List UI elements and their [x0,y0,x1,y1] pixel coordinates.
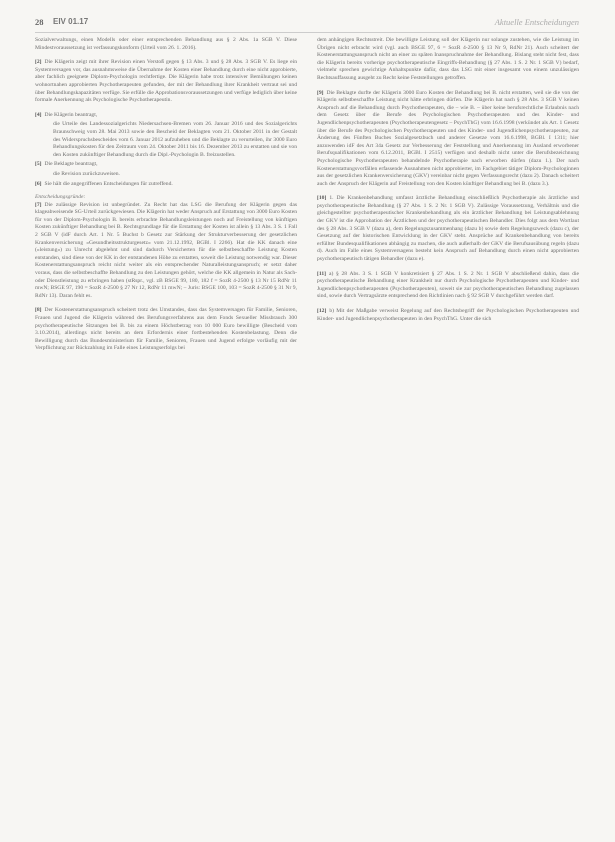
paragraph-marker: [9] [317,89,324,96]
section-heading: Entscheidungsgründe: [35,194,86,201]
paragraph: [6] Sie hält die angegriffenen Entscheidungen für zutreffend. [35,180,173,187]
paragraph-marker: [8] [35,307,42,314]
paragraph: [5] Die Beklagte beantragt, [35,161,98,168]
paragraph: die Revision zurückzuweisen. [53,170,120,177]
left-column [35,37,297,360]
paragraph: die Urteile des Landessozialgerichts Niedersachsen-Bremen vom 26. Januar 2016 und des Sozialgerichts Braunschweig vom 28. Mai 2013 sowie den Bescheid der Beklagten vom 21. Oktober 2011 in der Gestalt des Widerspruchsbescheides vom 6. Januar 2012 aufzuheben und die Beklagte zu verurteilen, ihr 3000 Euro Behandlungskosten für den Zeitraum vom 24. Oktober 2011 bis 16. Dezember 2013 zu erstatten und sie von den Kosten zukünftiger Behandlung durch die Dipl.-Psychologin B. freizustellen. [53,121,297,158]
paragraph-marker: [6] [35,180,42,187]
paragraph-marker: [5] [35,161,42,168]
paragraph: [8] Der Kostenerstattungsanspruch scheitert trotz des Umstandes, dass das Systemversagen für Familie, Senioren, Frauen und Jugend die Klägerin während des Berufungsverfahrens aus dem Fonds Sexueller Missbrauch 300 psychotherapeutische Sitzungen bei B. bis zu einem Höchstbetrag von 10 000 Euro bewilligte (Bescheid vom 3.10.2014), allerdings nicht bereits an dem Erfordernis einer fortbestehenden Kostenbelastung. Denn die Bewilligung durch das Bundesministerium für Familie, Senioren, Frauen und Jugend erfolgte vorläufig mit der Verpflichtung zur Rückzahlung im Falle eines Leistungserfolgs bei [35,307,297,352]
paragraph: dem anhängigen Rechtsstreit. Die bewilligte Leistung soll der Klägerin nur solange zustehen, wie die Leistung im Übrigen nicht erbracht wird (vgl. auch BSGE 97, 6 = SozR 4-2500 § 13 Nr 9, RdNr 21). Auch scheitert der Kostenerstattungsanspruch nicht an einer zu späten Inanspruchnahme der Behandlung. Bislang steht nicht fest, dass die Klägerin bereits vorherige psychotherapeutische Eingriffs-Behandlung (§ 27 Abs. 1 S. 2 Nr. 1 SGB V) bedarf, vielmehr sprechen gewichtige Anhaltspunkte dafür, dass das LSG mit einer insgesamt von einem unzulässigen Rechtsauffassung ausgeht zu Recht keine Feststellungen getroffen. [317,37,579,81]
paragraph: [7] Die zulässige Revision ist unbegründet. Zu Recht hat das LSG die Berufung der Klägerin gegen das klageabweisende SG-Urteil zurückgewiesen. Die Klägerin hat weder Anspruch auf Erstattung von 3000 Euro Kosten für von der Diplom-Psychologin B. bereits erbrachte Behandlungsleistungen noch auf Freistellung von künftigen Kosten zukünftiger Behandlung bei B. Rechtsgrundlage für die Erstattung der Kosten ist allein § 13 Abs. 3 S. 1 Fall 2 SGB V (idF durch Art. 1 Nr. 5 Buchst b Gesetz zur Stärkung der Strukturverbesserung der gesetzlichen Krankenversicherung »Gesundheitsstrukturgesetz« vom 21.12.1992, BGBl. I 2266). Hat die KK danach eine (»leistung«) zu Unrecht abgelehnt und sind dadurch Versicherten für die selbstbeschaffte Leistung Kosten entstanden, sind diese von der KK in der entstandenen Höhe zu erstatten, soweit die Leistung notwendig war. Dieser Kostenerstattungsanspruch reicht nicht weiter als ein entsprechender Naturalleistungsanspruch; er setzt daher voraus, dass die selbstbeschaffte Behandlung zu den Leistungen gehört, welche die KK allgemein in Natur als Sach- oder Dienstleistung zu erbringen haben (stRspr., vgl. zB BSGE 99, 180, 182 f = SozR 4-2500 § 13 Nr 15 RdNr 11 mwN; BSGE 97, 190 = SozR 4-2500 § 27 Nr 12, RdNr 11 mwN; – Juris: BSGE 100, 103 = SozR 4-2500 § 31 Nr 9, RdNr 13). Daran fehlt es. [35,201,297,299]
section-title: Aktuelle Entscheidungen [494,17,579,27]
paragraph-marker: [2] [35,59,42,66]
journal-title: EIV 01.17 [53,17,89,26]
paragraph-marker: [12] [317,308,327,314]
paragraph: [10] 1. Die Krankenbehandlung umfasst ärztliche Behandlung einschließlich Psychotherapie als ärztliche und psychotherapeutische Behandlung (§ 27 Abs. 1 S. 2 Nr. 1 SGB V). Zulässige Voraussetzung, Verhältnis und die gleichgestellter psychotherapeutischer Krankenbehandlung als ein ärztlicher Behandlung bei Leistungsablehnung der GKV ist die Approbation der Ärztlichen und der psychotherapeutischen Behandler. Dies folgt aus dem Wortlaut des § 28 Abs. 3 SGB V (dazu a), dem Regelungszusammenhang (dazu b) sowie dem Regelungszweck (dazu c), der Gesetzung auf der historischen Entwicklung in der GKV steht. Ansprüche auf Krankenbehandlung von bereits erfüllter Bundesqualifikationen abhängig zu machen, die auch außerhalb der GKV die Berufsausübung regeln (dazu d). Auch im Falle eines Systemversagens besteht kein Anspruch auf Behandlung durch einen nicht approbierten psychotherapeutisch tätigen Behandler (dazu e). [317,195,579,263]
paragraph-marker: [11] [317,270,327,277]
paragraph: Sozialverwaltungs, einen Modells oder einer entsprechenden Behandlung aus § 2 Abs. 1a SGB V. Diese Mindestvoraussetzung ist verfassungskonform (Urteil vom 26. 1. 2016). [35,37,297,51]
page-number: 28 [35,17,44,27]
right-column [317,37,579,330]
page-header [35,15,579,29]
paragraph: [11] a) § 28 Abs. 3 S. 1 SGB V konkretisiert § 27 Abs. 1 S. 2 Nr. 1 SGB V abschließend dahin, dass die psychotherapeutische Behandlung einer Krankheit nur durch Psychologische Psychotherapeuten und Kinder- und Jugendlichenpsychotherapeuten (Psychotherapeuten), soweit sie zur psychotherapeutischen Behandlung zugelassen sind, sowie durch Vertragsärzte entsprechend den Richtlinien nach § 92 SGB V durchgeführt werden darf. [317,270,579,300]
paragraph-marker: [10] [317,195,327,202]
header-rule [35,32,579,33]
paragraph: [9] Die Beklagte durfte der Klägerin 3000 Euro Kosten der Behandlung bei B. nicht erstatten, weil sie die von der Klägerin selbstbeschaffte Leistung nicht hätte erbringen dürfen. Die Klägerin hat nach § 28 Abs. 3 SGB V keinen Anspruch auf die Behandlung durch Psychotherapeuten, die – wie B. – über keine berufsrechtliche Erlaubnis nach dem Gesetz über die Berufe des Psychologischen Psychotherapeuten und des Kinder- und Jugendlichenpsychotherapeuten (Psychotherapeutengesetz – PsychThG) vom 16.6.1998 (verkündet als Art. 1 Gesetz über die Berufe des Psychologischen Psychotherapeuten und des Kinder- und Jugendlichenpsychotherapeuten, zur Änderung des Fünften Buches Sozialgesetzbuch und anderer Gesetze vom 16.6.1998, BGBl. I 1311; hier anzuwenden idF des Art 34a Gesetz zur Verbesserung der Feststellung und Anerkennung im Ausland erworbener Berufsqualifikationen vom 6.12.2011, BGBl. I 2515) verfügen und deshalb nicht unter die Berufsbezeichnung Psychologische Psychotherapeuten behandelnde Psychotherapie nach erworben dürfen (dazu 1.). Der nach Kostenerstattungsvorfällen erfassende Ausnahmen nicht approbierter, im Fachgebiet tätiger Diplom-Psychologinnen aus der gesetzlichen Krankenversicherung (GKV) vereinbar nicht gegen Verfassungsrecht (dazu 2). Danach scheitert auch der Anspruch der Klägerin auf Freistellung von den Kosten künftiger Behandlung bei B. (dazu 3.). [317,89,579,187]
paragraph-marker: [7] [35,201,42,208]
paragraph: [12] b) Mit der Maßgabe verweist Regelung auf den Rechtsbegriff der Psychologischen Psychotherapeuten und Kinder- und Jugendlichenpsychotherapeuten in den PsychThG. Unter die sich [317,308,579,322]
motion-list [35,112,297,188]
paragraph: [2] Die Klägerin zeigt mit ihrer Revision einen Verstoß gegen § 13 Abs. 3 und § 28 Abs. 3 SGB V. Es liege ein Systemversagen vor, das ausnahmsweise die Übernahme der Kosten einer Behandlung durch eine nicht approbierte, aber fachlich geeignete Diplom-Psychologin rechtfertige. Die Klägerin habe trotz intensiver Bemühungen keinen wohnortnahen approbierten Psychotherapeuten gefunden, der mit der Behandlung ihrer Krankheit vertraut sei und über Behandlungskapazitäten verfüge. Sie erfülle die Approbationsvoraussetzungen und verfüge lediglich über keine formale Anerkennung als Psychologische Psychotherapeutin. [35,59,297,104]
paragraph: [4] Die Klägerin beantragt, [35,111,98,118]
paragraph-marker: [4] [35,111,42,118]
